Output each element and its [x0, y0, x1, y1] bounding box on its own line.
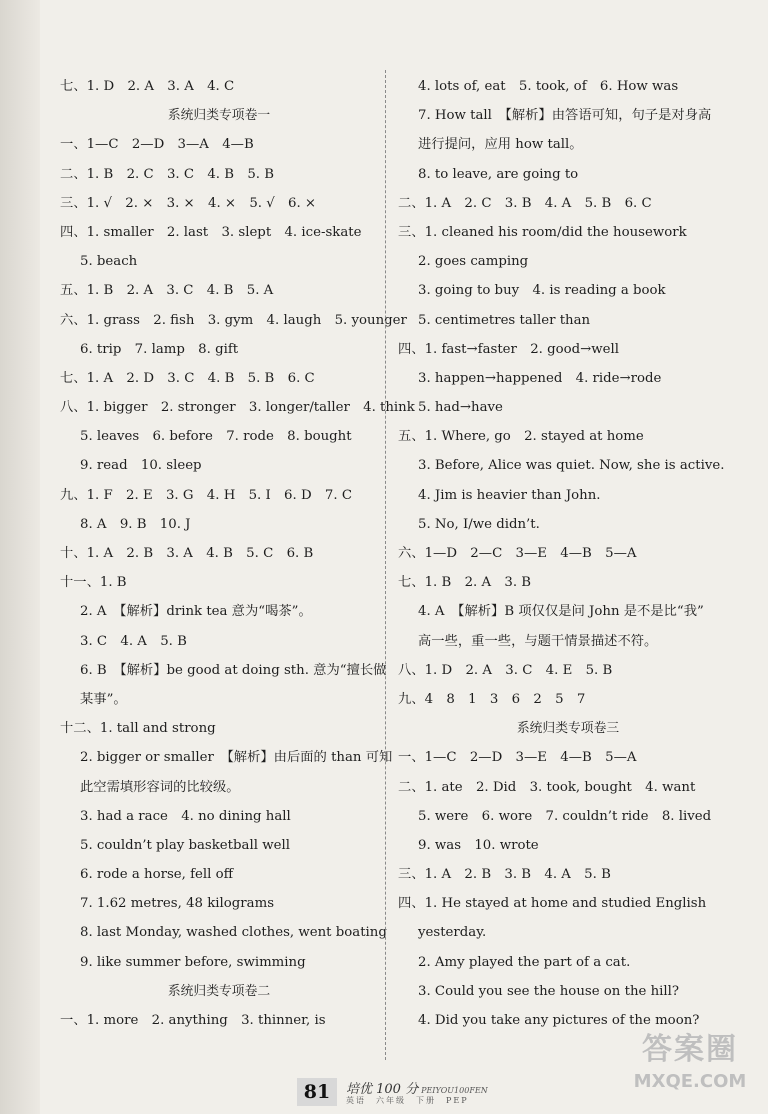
answer-line: 5. beach [80, 254, 138, 270]
answer-line: 6. trip 7. lamp 8. gift [80, 341, 239, 357]
answer-line: 6. B 【解析】be good at doing sth. 意为“擅长做 [80, 662, 387, 678]
answer-line: 2. goes camping [418, 254, 529, 270]
answer-line: 3. Could you see the house on the hill? [418, 983, 680, 999]
answer-line: 进行提问，应用 how tall。 [418, 137, 583, 153]
answer-line: 某事”。 [80, 691, 127, 707]
answer-line: 7. How tall 【解析】由答语可知，句子是对身高 [418, 108, 712, 124]
answer-line: 2. Amy played the part of a cat. [418, 954, 631, 970]
answer-line: 五、1. B 2. A 3. C 4. B 5. A [60, 283, 274, 299]
answer-line: 十、1. A 2. B 3. A 4. B 5. C 6. B [60, 546, 314, 561]
answer-line: 3. Before, Alice was quiet. Now, she is active. [418, 458, 725, 474]
answer-line: 二、1. B 2. C 3. C 4. B 5. B [60, 166, 275, 182]
answer-line: 六、1—D 2—C 3—E 4—B 5—A [398, 546, 637, 561]
answer-line: 8. to leave, are going to [418, 166, 579, 182]
page-number: 81 [297, 1078, 337, 1106]
answer-line: 6. rode a horse, fell off [80, 867, 234, 883]
answer-line: 四、1. He stayed at home and studied English [398, 896, 707, 912]
answer-line: 十二、1. tall and strong [60, 721, 216, 737]
page-binding-edge [0, 0, 40, 1114]
section-heading: 系统归类专项卷一 [167, 108, 271, 124]
answer-line: 8. A 9. B 10. J [80, 516, 191, 532]
answer-line: 二、1. ate 2. Did 3. took, bought 4. want [398, 779, 696, 795]
right-answer-column [398, 72, 738, 1035]
watermark-url: MXQE.COM [633, 1071, 747, 1092]
watermark-title: 答案圈 [642, 1032, 738, 1067]
answer-line: 九、4 8 1 3 6 2 5 7 [398, 691, 586, 707]
answer-line: 5. had→have [418, 400, 503, 416]
answer-line: 七、1. A 2. D 3. C 4. B 5. B 6. C [60, 370, 315, 386]
answer-line: 3. going to buy 4. is reading a book [418, 283, 666, 299]
site-watermark [620, 1030, 760, 1110]
answer-line: 三、1. A 2. B 3. B 4. A 5. B [398, 867, 611, 883]
answer-line: 4. Did you take any pictures of the moon? [418, 1013, 700, 1028]
answer-line: 8. last Monday, washed clothes, went boating [80, 925, 387, 941]
answer-line: 4. A 【解析】B 项仅仅是问 John 是不是比“我” [418, 604, 704, 620]
answer-line: 3. C 4. A 5. B [80, 633, 187, 649]
answer-line: 高一些，重一些，与题干情景描述不符。 [418, 633, 658, 649]
answer-line: 7. 1.62 metres, 48 kilograms [80, 896, 275, 912]
answer-line: 5. No, I/we didn’t. [418, 516, 540, 532]
answer-line: 一、1—C 2—D 3—E 4—B 5—A [398, 750, 637, 766]
answer-line: 9. was 10. wrote [418, 837, 539, 853]
answer-line: 六、1. grass 2. fish 3. gym 4. laugh 5. younger [60, 312, 407, 328]
answer-line: 三、1. cleaned his room/did the housework [398, 224, 687, 240]
answer-line: 此空需填形容词的比较级。 [80, 779, 240, 795]
answer-line: 四、1. smaller 2. last 3. slept 4. ice-skate [60, 224, 362, 240]
answer-line: 5. couldn’t play basketball well [80, 837, 290, 853]
answer-line: 9. read 10. sleep [80, 458, 202, 474]
book-info: 英语 六年级 下册 PEP [346, 1096, 469, 1105]
answer-line: 3. had a race 4. no dining hall [80, 808, 291, 824]
answer-line: 八、1. D 2. A 3. C 4. E 5. B [398, 662, 613, 678]
brand-name: 培优 100 分 [346, 1082, 419, 1097]
answer-line: 5. leaves 6. before 7. rode 8. bought [80, 429, 352, 445]
answer-line: 一、1. more 2. anything 3. thinner, is [60, 1013, 326, 1028]
left-answer-column [60, 72, 415, 1035]
column-divider [385, 70, 386, 1060]
answer-line: yesterday. [418, 925, 487, 941]
answer-line: 八、1. bigger 2. stronger 3. longer/taller 4. think [60, 400, 415, 416]
answer-line: 二、1. A 2. C 3. B 4. A 5. B 6. C [398, 195, 652, 211]
answer-line: 十一、1. B [60, 575, 127, 591]
answer-line: 四、1. fast→faster 2. good→well [398, 341, 620, 357]
answer-line: 一、1—C 2—D 3—A 4—B [60, 137, 254, 153]
answer-line: 2. A 【解析】drink tea 意为“喝茶”。 [80, 604, 312, 620]
answer-line: 3. happen→happened 4. ride→rode [418, 370, 662, 386]
answer-line: 三、1. √ 2. × 3. × 4. × 5. √ 6. × [60, 195, 317, 211]
answer-line: 九、1. F 2. E 3. G 4. H 5. I 6. D 7. C [60, 487, 353, 503]
answer-line: 七、1. B 2. A 3. B [398, 575, 532, 591]
section-heading: 系统归类专项卷二 [167, 983, 271, 999]
brand-latin: PEIYOU100FEN [421, 1086, 488, 1095]
answer-line: 4. lots of, eat 5. took, of 6. How was [418, 79, 679, 94]
answer-line: 9. like summer before, swimming [80, 954, 306, 970]
answer-line: 4. Jim is heavier than John. [418, 487, 601, 503]
section-heading: 系统归类专项卷三 [516, 721, 620, 737]
answer-line: 七、1. D 2. A 3. A 4. C [60, 79, 235, 94]
answer-line: 五、1. Where, go 2. stayed at home [398, 429, 644, 445]
answer-line: 5. centimetres taller than [418, 312, 591, 328]
answer-line: 2. bigger or smaller 【解析】由后面的 than 可知 [80, 750, 393, 766]
answer-line: 5. were 6. wore 7. couldn’t ride 8. lived [418, 808, 712, 824]
